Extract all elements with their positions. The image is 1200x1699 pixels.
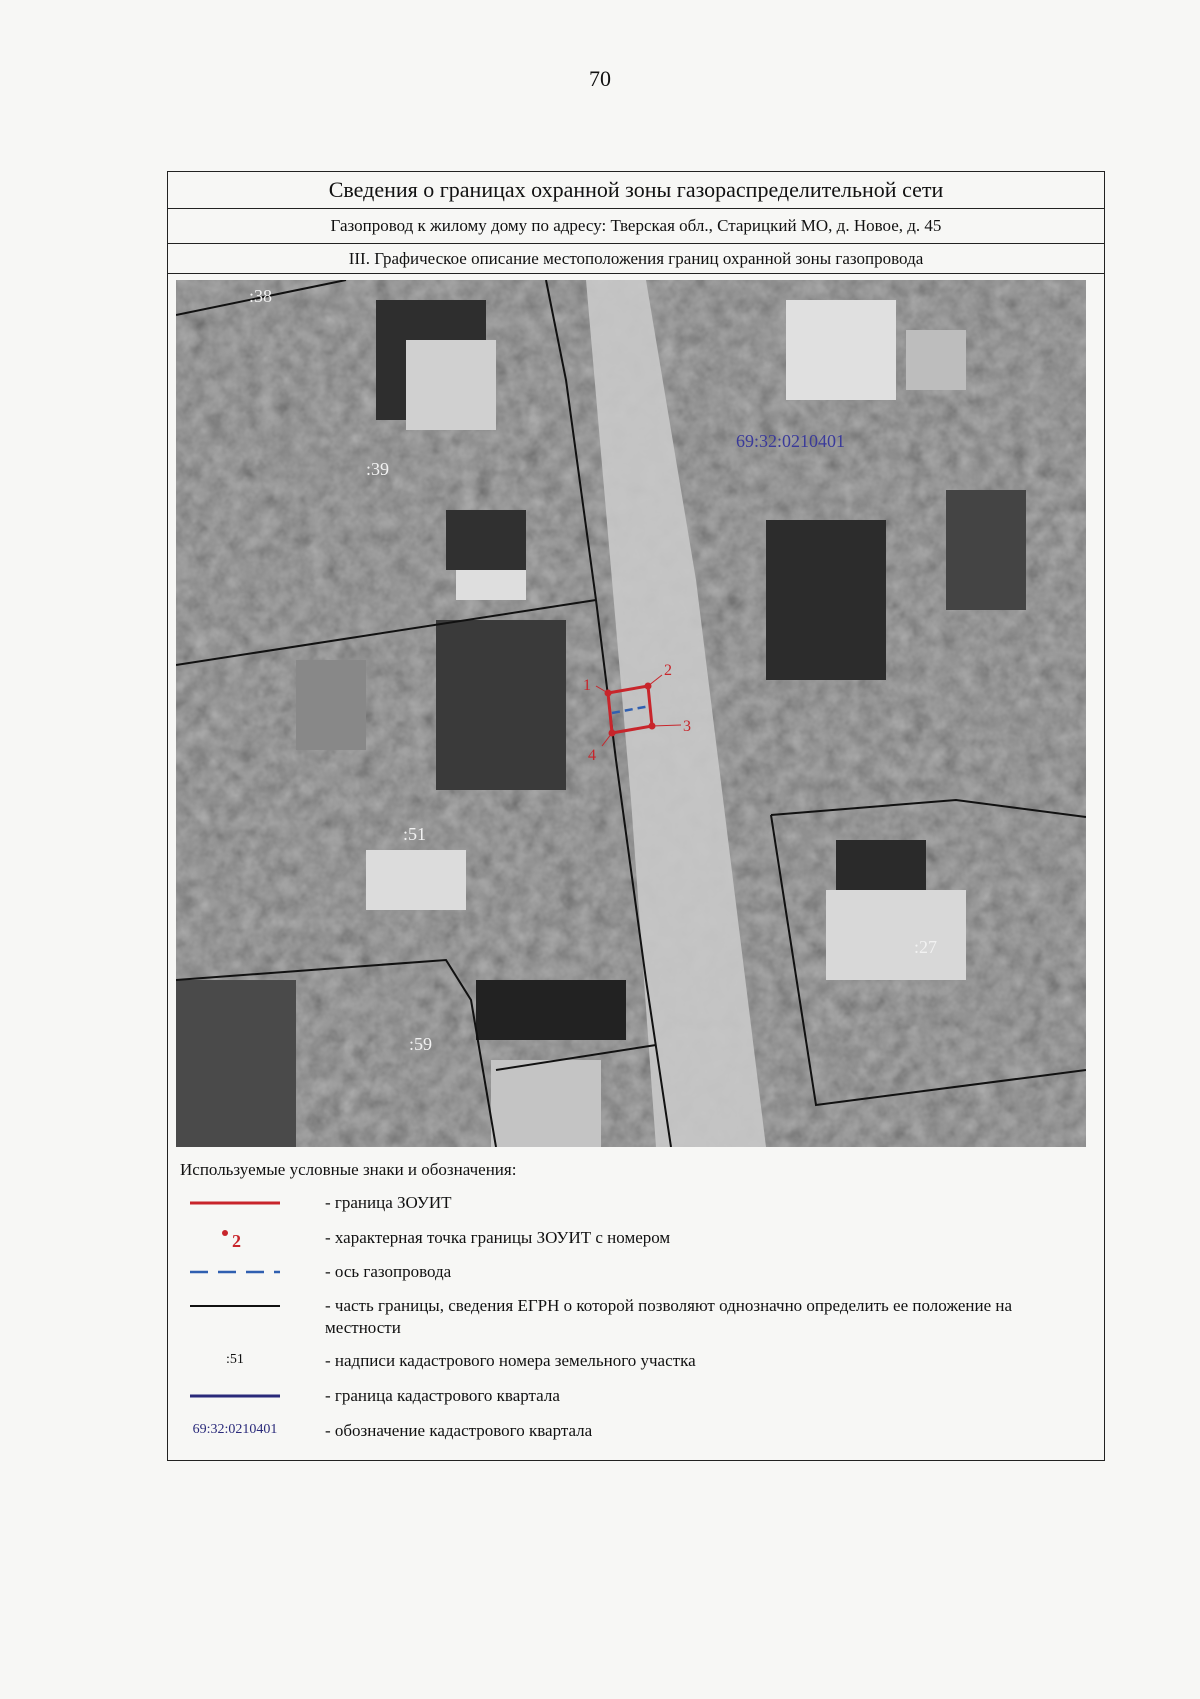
building <box>476 980 626 1040</box>
building <box>906 330 966 390</box>
building <box>406 340 496 430</box>
blue-dash-symbol <box>180 1255 290 1289</box>
point-label-2: 2 <box>664 662 672 679</box>
building <box>436 620 566 790</box>
field <box>176 980 296 1147</box>
building <box>836 840 926 890</box>
legend-text: - граница кадастрового квартала <box>325 1386 560 1405</box>
point-sample: 2 <box>232 1231 241 1251</box>
building <box>491 1060 601 1147</box>
section-heading: III. Графическое описание местоположения границ охранной зоны газопровода <box>168 244 1104 274</box>
legend-text: - надписи кадастрового номера земельного участка <box>325 1351 696 1370</box>
point-label-1: 1 <box>583 677 591 694</box>
legend-item <box>168 1344 1104 1378</box>
legend-item <box>168 1414 1104 1448</box>
building <box>456 570 526 600</box>
quarter-label-sample: 69:32:0210401 <box>192 1422 278 1437</box>
legend-item <box>168 1186 1104 1220</box>
building <box>826 890 966 980</box>
legend-item <box>168 1221 1104 1255</box>
building <box>946 490 1026 610</box>
map-svg <box>176 280 1086 1147</box>
parcel-label: :51 <box>403 824 427 844</box>
parcel-label-sample: :51 <box>226 1352 244 1367</box>
point-label-3: 3 <box>683 718 691 735</box>
page-number: 70 <box>589 66 611 91</box>
building <box>786 300 896 400</box>
document-subtitle: Газопровод к жилому дому по адресу: Тверская обл., Старицкий МО, д. Новое, д. 45 <box>168 209 1104 244</box>
black-line-symbol <box>180 1289 290 1323</box>
legend-text: - обозначение кадастрового квартала <box>325 1421 593 1440</box>
legend-text: - ось газопровода <box>325 1262 452 1281</box>
building <box>366 850 466 910</box>
parcel-label: :38 <box>249 286 273 306</box>
legend-text: - характерная точка границы ЗОУИТ с номером <box>325 1228 671 1247</box>
red-line-symbol <box>180 1186 290 1220</box>
parcel-label: :39 <box>366 459 390 479</box>
building <box>296 660 366 750</box>
building <box>446 510 526 570</box>
quarter-label: 69:32:0210401 <box>736 431 846 451</box>
document-title: Сведения о границах охранной зоны газораспределительной сети <box>168 172 1104 209</box>
document-frame <box>167 171 1105 1461</box>
point-label-4: 4 <box>588 747 596 764</box>
building <box>766 520 886 680</box>
parcel-label: :27 <box>914 937 938 957</box>
legend-item <box>168 1289 1104 1335</box>
legend-item <box>168 1379 1104 1413</box>
legend-item <box>168 1255 1104 1289</box>
legend-text: - граница ЗОУИТ <box>325 1193 452 1212</box>
navy-line-symbol <box>180 1379 290 1413</box>
legend-text: - часть границы, сведения ЕГРН о которой позволяют однозначно определить ее положение на местности <box>325 1296 1013 1337</box>
legend-title: Используемые условные знаки и обозначения: <box>180 1160 517 1179</box>
red-point-symbol <box>180 1221 290 1255</box>
aerial-map <box>176 280 1086 1147</box>
parcel-label: :59 <box>409 1034 433 1054</box>
